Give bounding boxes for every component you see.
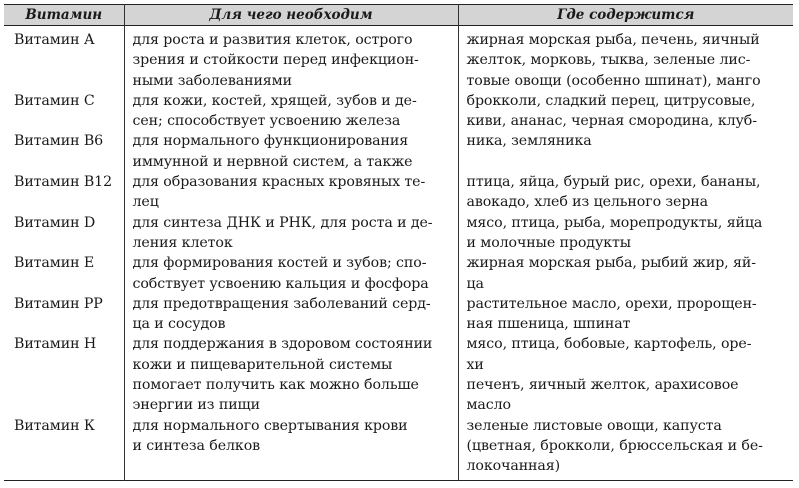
vitamin-sources: жирная морская рыба, рыбий жир, яй- ца xyxy=(458,253,793,294)
vitamin-name: Витамин А xyxy=(14,32,95,48)
vitamin-purpose: для поддержания в здоровом состоянии кожи и пищеварительной системы помогает получить как можно больше энергии из пищи xyxy=(124,334,458,415)
table-header xyxy=(4,5,793,26)
table-body xyxy=(4,26,793,481)
vitamin-sources: ника, земляника xyxy=(458,131,793,172)
vitamin-sources: птица, яйца, бурый рис, орехи, бананы, авокадо, хлеб из цельного зерна xyxy=(458,172,793,213)
header-purpose: Для чего необходим xyxy=(124,5,458,26)
vitamin-sources: мясо, птица, рыба, морепродукты, яйца и молочные продукты xyxy=(458,213,793,254)
table-row xyxy=(4,26,793,91)
table-row xyxy=(4,334,793,415)
vitamin-sources: жирная морская рыба, печень, яичный желток, морковь, тыква, зеленые лис- товые овощи (особенно шпинат), манго xyxy=(458,26,793,91)
vitamin-sources: брокколи, сладкий перец, цитрусовые, киви, ананас, черная смородина, клуб- xyxy=(458,91,793,132)
vitamin-name: Витамин РР xyxy=(14,295,103,312)
table-row xyxy=(4,91,793,132)
vitamin-name: Витамин К xyxy=(14,417,95,434)
table-row xyxy=(4,294,793,335)
vitamin-purpose: для предотвращения заболеваний серд- ца и сосудов xyxy=(124,294,458,335)
vitamin-name: Витамин С xyxy=(14,92,95,109)
vitamin-purpose: для роста и развития клеток, острого зрения и стойкости перед инфекцион- ными заболеваниями xyxy=(124,26,458,91)
vitamin-purpose: для синтеза ДНК и РНК, для роста и де- ления клеток xyxy=(124,213,458,254)
vitamin-purpose: для формирования костей и зубов; спо- собствует усвоению кальция и фосфора xyxy=(124,253,458,294)
vitamin-sources: мясо, птица, бобовые, картофель, оре- хи печенъ, яичный желток, арахисовое масло xyxy=(458,334,793,415)
vitamin-purpose: для образования красных кровяных те- лец xyxy=(124,172,458,213)
table-row xyxy=(4,253,793,294)
header-row xyxy=(4,5,793,26)
vitamin-name: Витамин Н xyxy=(14,336,97,353)
vitamin-name: Витамин В6 xyxy=(14,133,104,150)
header-sources: Где содержится xyxy=(458,5,793,26)
vitamin-sources: зеленые листовые овощи, капуста (цветная, брокколи, брюссельская и бе- локочанная) xyxy=(458,416,793,480)
table-row xyxy=(4,213,793,254)
vitamin-sources: растительное масло, орехи, пророщен- ная пшеница, шпинат xyxy=(458,294,793,335)
vitamins-table xyxy=(4,4,793,481)
vitamin-purpose: для нормального свертывания крови и синтеза белков xyxy=(124,416,458,480)
table-row xyxy=(4,131,793,172)
vitamin-name: Витамин D xyxy=(14,214,96,231)
vitamin-name: Витамин В12 xyxy=(14,174,113,191)
vitamin-purpose: для кожи, костей, хрящей, зубов и де- сен; способствует усвоению железа xyxy=(124,91,458,132)
header-vitamin: Витамин xyxy=(4,5,124,26)
table-row xyxy=(4,172,793,213)
table-row xyxy=(4,416,793,480)
vitamin-name: Витамин Е xyxy=(14,255,95,272)
vitamin-purpose: для нормального функционирования иммунной и нервной систем, а также xyxy=(124,131,458,172)
